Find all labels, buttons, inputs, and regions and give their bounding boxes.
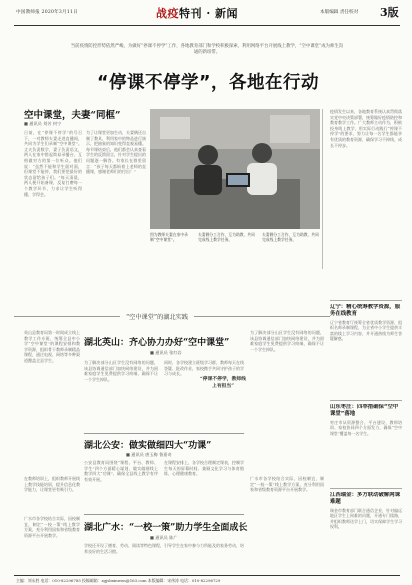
- story-guangshui-text-2: 学校还开设了德育、劳动、阅读等特色课程，引导学生在家中参与力所能及的家务劳动，培养良好的生活习惯。: [84, 543, 244, 554]
- section-banner: “空中课堂”的湖北实践: [120, 312, 194, 321]
- story-gongan-byline: ■ 通讯员 唐玉梅 鲁嘉奇: [126, 452, 172, 457]
- lead-story-column-1: [24, 130, 82, 290]
- story-guangshui-byline: ■ 通讯员 陈广: [150, 535, 178, 540]
- page-headline: “停课不停学”，各地在行动: [96, 73, 319, 93]
- sidebar-brief-zaozhuang: [330, 404, 402, 484]
- story-yingshan-byline: ■ 通讯员 张红岩: [150, 350, 182, 355]
- story-yingshan-column-3: [164, 360, 244, 430]
- story-yingshan-text-3: 同时，各学校建立班级学习群，教师每天在线答疑、批改作业，家校携手共同守护孩子的学习与成长。: [164, 360, 244, 377]
- story-yingshan-column-1: [24, 330, 80, 470]
- sidebar-divider-2: [330, 400, 402, 401]
- story-guangshui-text-1: 广水市各学校结合实际，因校制宜，制定“一校一策”线上教学方案，充分利用国家和省级教育资源平台开展教学。: [24, 516, 80, 538]
- story-yingshan-text-1: 英山县教育局第一时间成立线上教学工作专班，统筹全县中小学“空中课堂”的课程安排和教学资源，组织骨干教师录制精品课程，通过电视、网络等多种渠道覆盖全县学生。: [24, 330, 80, 363]
- story-gongan-text-1: 公安县教育局围绕“课程、平台、教师、学生”四个方面精心谋划，做实做细线上教学四大“功课”，确保全县线上教学有序有效开展。: [84, 460, 158, 482]
- sidebar-text: 疫情发生以来，各地教育系统认真贯彻落实党中央决策部署，统筹做好疫情防控和教育教学工作。广大教师主动作为，积极投身线上教学，用实际行动践行“停课不停学”的要求，努力让每一名学生都能享有优质的教育资源，确保学习不掉线、成长不停步。: [330, 109, 402, 148]
- lead-story-byline: ■ 通讯员 刘芳 何宁: [24, 121, 62, 126]
- story-gongan-column-1: [84, 460, 158, 512]
- story-guangshui-text-3: 广水市各学校结合实际，因校制宜，制定“一校一策”线上教学方案，充分利用国家和省级教育资源平台开展教学。: [250, 476, 324, 493]
- masthead-editor-note: 本版编辑 责任校对: [320, 10, 359, 15]
- story-divider-2: [84, 514, 244, 515]
- story-gongan-text-2: 在课程安排上，各学校合理制定课表，控制学生每天的屏幕时间，兼顾文化学习与体育锻炼、心理健康教育。: [164, 460, 244, 477]
- sidebar-divider-3: [330, 488, 402, 489]
- story-gongan-title: 湖北公安：做实做细四大“功课”: [84, 441, 212, 451]
- story-gongan-text-3: 在教师培训上，组织教师开展线上教学技能培训，提升信息化教学能力，让课堂更有吸引力。: [24, 476, 80, 493]
- masthead-section: 特刊 · 新闻: [179, 7, 238, 20]
- sidebar-brief-zaozhuang-text: 枣庄市从资源整合、平台建设、教师培训、家校协同四个方面发力，确保“空中课堂”覆盖每一名学生。: [330, 420, 402, 436]
- page-number: 3版: [380, 6, 399, 19]
- story-gongan-column-3: [24, 476, 80, 512]
- story-yingshan-column-4: [250, 330, 324, 470]
- sidebar-brief-liaoning-text: 辽宁省教育厅统筹全省优质教学资源，组织名师录制课程，为全省中小学生提供丰富的线上学习内容，并开通热线为师生答疑解惑。: [330, 320, 402, 342]
- story-guangshui-column-3: [250, 476, 324, 570]
- footer-contact-line: 主编：刘永胜 电话：010-82296785 投稿邮箱：zgjsbxinwen@163.com 本版编辑：宋伟涛 电话：010-82296729: [16, 578, 221, 583]
- story-guangshui-column-2: [84, 543, 244, 571]
- column-divider: [322, 109, 323, 269]
- story-divider-1: [84, 433, 244, 434]
- masthead: [0, 0, 412, 28]
- photo-caption-3: 夫妻俩分工合作，互为助教，共同完成线上教学任务。: [262, 232, 319, 242]
- story-yingshan-column-2: [84, 360, 158, 430]
- story-yingshan-text-4: 为了解决部分山区学生没有网络的问题，该县协调通信部门加快网络建设，并为困难家庭学生免费提供学习终端，确保不让一个学生掉队。: [250, 330, 324, 352]
- sidebar-divider-1: [330, 300, 402, 301]
- story-yingshan-text-2: 为了解决部分山区学生没有网络的问题，该县协调通信部门加快网络建设，并为困难家庭学生免费提供学习终端，确保不让一个学生掉队。: [84, 360, 158, 382]
- lead-story-photo: [150, 109, 320, 229]
- masthead-date: 中国教师报 2020年3月11日: [16, 10, 78, 15]
- story-guangshui-column-1: [24, 516, 80, 570]
- sidebar-brief-ruijin: [330, 492, 402, 572]
- lead-story-sidebar-text: [330, 109, 402, 294]
- sidebar-brief-ruijin-head: 江西瑞金：多方联动破解网课难题: [330, 492, 401, 505]
- classroom-photo-illustration: [150, 109, 320, 229]
- story-guangshui-title: 湖北广水：“一校一策”助力学生全面成长: [84, 523, 248, 533]
- story-gongan-column-2: [164, 460, 244, 512]
- story-yingshan-pull-quote: “停课不停学，教师线上有担当”: [200, 376, 246, 389]
- sidebar-brief-liaoning: [330, 304, 402, 396]
- footer-rule: [14, 575, 400, 576]
- masthead-title: [156, 5, 238, 21]
- photo-caption-2: 夫妻俩分工合作，互为助教，共同完成线上教学任务。: [198, 232, 255, 242]
- sidebar-brief-liaoning-head: 辽宁：精心统筹教学资源，服务在线教育: [330, 304, 401, 317]
- lead-story-column-2: [86, 130, 146, 290]
- photo-caption-1: 图为教师夫妻在家中录制“空中课堂”。: [150, 232, 188, 242]
- story-yingshan-title: 湖北英山：齐心协力办好“空中课堂”: [84, 338, 230, 348]
- lead-story-text-1: 日前，在“停课不停学”的号召下，一对教师夫妻走进直播间，共同为学生们录制“空中课堂”。丈夫负责数学，妻子负责语文，两人在家中搭起简易录播台，互相做对方的第一位听众。他们说：“虽然不能和学生面对面，但课堂不能停，我们要把最好的状态留给孩子们。”每天清晨，两人便开始备课，反复打磨每一个教学环节，力求让学生听得懂、学得会。: [24, 130, 82, 197]
- lead-story-text-2: 为了让课堂更加生动，夫妻俩还自制了教具，利用家中的物品进行演示，把抽象的知识变得直观易懂。每节课结束后，他们都会认真查看学生的反馈留言，针对学生提出的问题逐一解答。有家长在群里留言：“孩子每天都盼着上老师的直播课，感谢老师们的付出！”: [86, 130, 146, 175]
- intro-paragraph: 当前疫情防控形势依然严峻，为做好“停课不停学”工作，各地教育部门和学校积极探索，利用网络平台开展线上教学，“空中课堂”成为师生沟通的新纽带。: [70, 44, 344, 56]
- sidebar-brief-zaozhuang-head: 山东枣庄：四举措确保“空中课堂”落地: [330, 404, 399, 417]
- sidebar-brief-ruijin-text: 瑞金市教育部门联合通信企业，针对偏远地区学生上网难的问题，开通专门线路，并组织教师送学上门，切实保障学生学习权利。: [330, 508, 402, 530]
- masthead-kicker: 战疫: [156, 7, 179, 20]
- lead-story-title: 空中课堂，夫妻“同框”: [24, 110, 121, 121]
- masthead-rule: [14, 25, 400, 26]
- page-footer: [0, 574, 412, 585]
